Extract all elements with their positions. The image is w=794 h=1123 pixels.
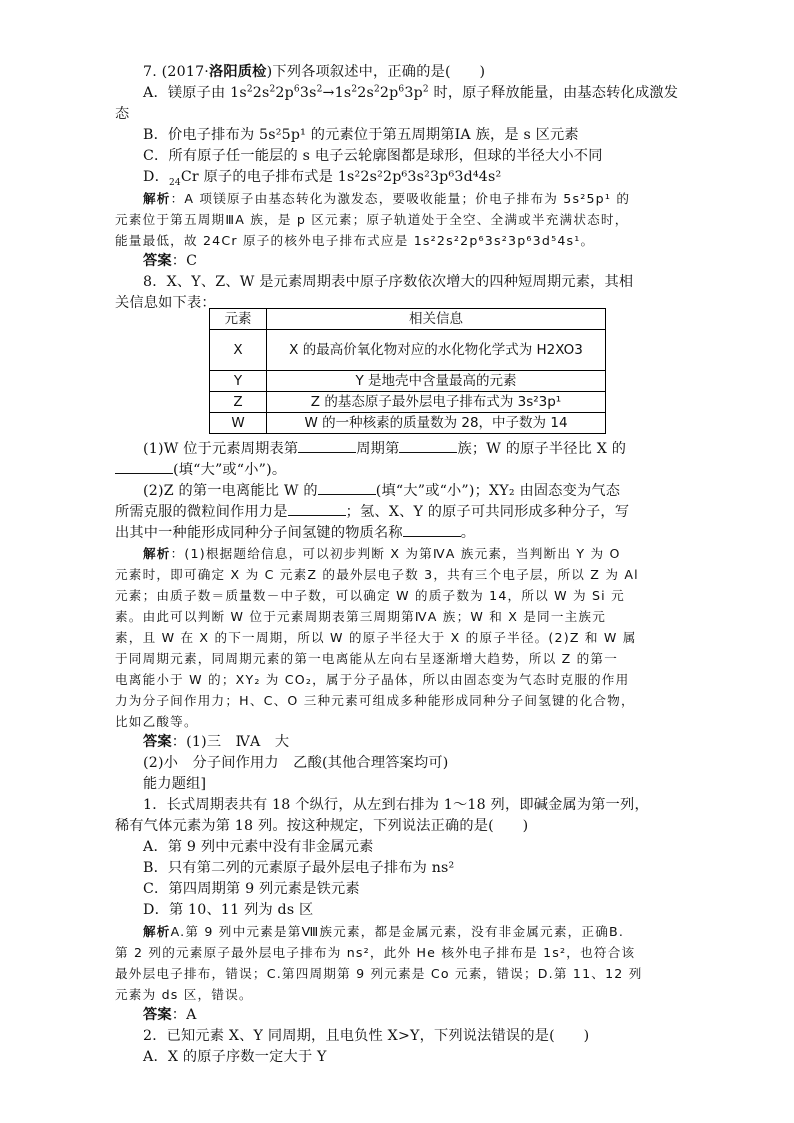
q8-jiexi-label: 解析 (143, 546, 171, 561)
table-cell-info: W 的一种核素的质量数为 28，中子数为 14 (267, 413, 606, 434)
q7-source-name: 洛阳质检 (209, 64, 267, 80)
q8-part1-text-a: (1)W 位于元素周期表第 (143, 441, 299, 457)
q7-option-d-text: Cr 原子的电子排布式是 1s²2s²2p⁶3s²3p⁶3d⁴4s² (180, 169, 502, 185)
section-heading: 能力题组] (143, 776, 207, 792)
q7-answer-value: ：C (171, 253, 198, 269)
q7-option-c: C．所有原子任一能层的 s 电子云轮廓图都是球形，但球的半径大小不同 (143, 148, 603, 164)
q8-explanation-line4: 素。由此可以判断 W 位于元素周期表第三周期第ⅣA 族；W 和 X 是同一主族元 (115, 609, 607, 624)
q8-explanation-line7: 电离能小于 W 的；XY₂ 为 CO₂，属于分子晶体，所以由固态变为气态时克服的作用 (115, 672, 630, 687)
q7-number: 7. ( (143, 64, 168, 80)
ab-q1-answer (143, 1005, 663, 1026)
q8-answer-label: 答案 (143, 734, 172, 750)
q7-answer (143, 251, 663, 272)
q8-part2-text-f: 。 (460, 525, 476, 541)
q8-explanation-line9: 比如乙酸等。 (115, 714, 198, 729)
q7-option-a-text: 时，原子释放能量，由基态转化成激发 (428, 85, 679, 101)
ab-q1-option-c: C．第四周期第 9 列元素是铁元素 (143, 881, 360, 897)
ab-q2-stem: 2．已知元素 X、Y 同周期，且电负性 X>Y，下列说法错误的是( ) (143, 1028, 590, 1044)
q8-part2-text-d: ；氢、X、Y 的原子可共同形成多种分子，写 (345, 504, 630, 520)
answer-blank[interactable] (403, 522, 461, 537)
answer-blank[interactable] (115, 459, 173, 474)
q7-stem-text: )下列各项叙述中，正确的是( ) (266, 64, 486, 80)
q8-part1-line1 (143, 438, 663, 460)
table-cell-info: X 的最高价氧化物对应的水化物化学式为 H2XO3 (267, 330, 606, 371)
q8-part1-text-b: 周期第 (356, 441, 400, 457)
table-cell-element: W (210, 413, 267, 434)
q8-explanation-line8: 力为分子间作用力；H、C、O 三种元素可组成多种能形成同种分子间氢键的化合物， (115, 693, 635, 708)
element-info-table (209, 308, 606, 434)
q8-part2-text-a: (2)Z 的第一电离能比 W 的 (143, 483, 318, 499)
ab-q1-answer-value: ：A (171, 1007, 197, 1023)
q8-part1-line2 (115, 459, 635, 481)
table-cell-element: Y (210, 371, 267, 392)
ab-q1-stem-line2: 稀有气体元素为第 18 列。按这种规定，下列说法正确的是( ) (115, 818, 529, 834)
ab-q1-stem-line1: 1．长式周期表共有 18 个纵行，从左到右排为 1～18 列，即碱金属为第一列， (143, 797, 649, 813)
table-row (210, 330, 606, 371)
q7-explanation-line3: 能量最低，故 24Cr 原子的核外电子排布式应是 1s²2s²2p⁶3s²3p⁶3d⁵4s¹。 (115, 233, 595, 248)
table-header-row (210, 309, 606, 330)
answer-blank[interactable] (298, 438, 356, 453)
answer-blank[interactable] (399, 438, 457, 453)
ab-q1-option-d: D．第 10、11 列为 ds 区 (143, 902, 314, 918)
ab-q1-option-a: A．第 9 列中元素中没有非金属元素 (143, 839, 374, 855)
q8-explanation-line5: 素，且 W 在 X 的下一周期，所以 W 的原子半径大于 X 的原子半径。(2)Z 和 W 属 (115, 630, 637, 645)
q7-explanation-line1 (143, 188, 663, 209)
table-cell-info: Y 是地壳中含量最高的元素 (267, 371, 606, 392)
q7-explanation-line2: 元素位于第五周期ⅢA 族，是 p 区元素；原子轨道处于全空、全满或半充满状态时， (115, 212, 629, 227)
q7-jiexi-label: 解析 (143, 191, 171, 206)
q7-source-year: 2017· (167, 64, 210, 80)
q8-explanation-line6: 于同周期元素，同周期元素的第一电离能从左向右呈逐渐增大趋势，所以 Z 的第一 (115, 651, 619, 666)
q8-part1-text-d: (填“大”或“小”)。 (173, 462, 287, 478)
table-header-info: 相关信息 (267, 309, 606, 330)
q8-part2-line2 (115, 501, 635, 523)
q7-stem (143, 62, 663, 83)
ab-q2-option-a: A．X 的原子序数一定大于 Y (143, 1049, 327, 1065)
q8-answer-line2: (2)小 分子间作用力 乙酸(其他合理答案均可) (143, 755, 449, 771)
q8-explanation-line1 (143, 543, 663, 564)
q7-option-a-cont: 态 (115, 106, 130, 122)
ab-q1-option-b: B．只有第二列的元素原子最外层电子排布为 ns² (143, 860, 455, 876)
answer-blank[interactable] (318, 480, 376, 495)
ab-q1-jiexi-label: 解析 (143, 924, 171, 939)
table-cell-info: Z 的基态原子最外层电子排布式为 3s²3p¹ (267, 392, 606, 413)
ab-q1-explanation-line2: 第 2 列的元素原子最外层电子排布为 ns²，此外 He 核外电子排布是 1s²，也符合该 (115, 945, 636, 960)
q8-stem-line1: 8．X、Y、Z、W 是元素周期表中原子序数依次增大的四种短周期元素，其相 (143, 274, 634, 290)
q8-answer-line1 (143, 732, 663, 753)
q8-explanation-text1: ：(1)根据题给信息，可以初步判断 X 为第ⅣA 族元素，当判断出 Y 为 O (170, 546, 621, 561)
q7-option-d: D．$_{24}$Cr 原子的电子排布式是 1s²2s²2p⁶3s²3p⁶3d⁴4s² (143, 169, 502, 188)
table-cell-element: Z (210, 392, 267, 413)
ab-q1-explanation-line4: 元素为 ds 区，错误。 (115, 987, 253, 1002)
ab-q1-explanation-text1: A.第 9 列中元素是第Ⅷ族元素，都是金属元素，没有非金属元素，正确B. (170, 924, 625, 939)
q8-answer-value1: ：(1)三 ⅣA 大 (171, 734, 290, 750)
q7-option-a-prefix: A．镁原子由 1s (143, 85, 247, 101)
table-row (210, 392, 606, 413)
q7-option-b: B．价电子排布为 5s²5p¹ 的元素位于第五周期第ⅠA 族，是 s 区元素 (143, 127, 579, 143)
q8-part2-text-e: 出其中一种能形成同种分子间氢键的物质名称 (115, 525, 403, 541)
answer-blank[interactable] (288, 501, 346, 516)
q7-option-d-prefix: D． (143, 169, 169, 185)
q8-part1-text-c: 族；W 的原子半径比 X 的 (457, 441, 627, 457)
q8-part2-line1 (143, 480, 663, 502)
table-header-element: 元素 (210, 309, 267, 330)
q8-explanation-line2: 元素时，即可确定 X 为 C 元素Z 的最外层电子数 3，共有三个电子层，所以 Z 为 Al (115, 567, 639, 582)
q8-part2-text-b: (填“大”或“小”)；XY₂ 由固态变为气态 (375, 483, 621, 499)
ab-q1-explanation-line1 (143, 921, 663, 942)
table-row (210, 371, 606, 392)
q7-option-a: A．镁原子由 $1s^22s^22p^63s^2\to 1s^22s^22p^63p^2$ 时，原子释放能量，由基态转化成激发 (143, 84, 679, 101)
q8-part2-text-c: 所需克服的微粒间作用力是 (115, 504, 288, 520)
q7-answer-label: 答案 (143, 253, 172, 269)
q8-explanation-line3: 元素；由质子数＝质量数－中子数，可以确定 W 的质子数为 14，所以 W 为 Si 元 (115, 588, 625, 603)
table-row (210, 413, 606, 434)
q8-stem-line2: 关信息如下表： (115, 295, 216, 311)
q8-part2-line3 (115, 522, 635, 544)
q7-explanation-text1: ：A 项镁原子由基态转化为激发态，要吸收能量；价电子排布为 5s²5p¹ 的 (170, 191, 631, 206)
ab-q1-answer-label: 答案 (143, 1007, 172, 1023)
table-cell-element: X (210, 330, 267, 371)
ab-q1-explanation-line3: 最外层电子排布，错误；C.第四周期第 9 列元素是 Co 元素，错误；D.第 11、12 列 (115, 966, 643, 981)
